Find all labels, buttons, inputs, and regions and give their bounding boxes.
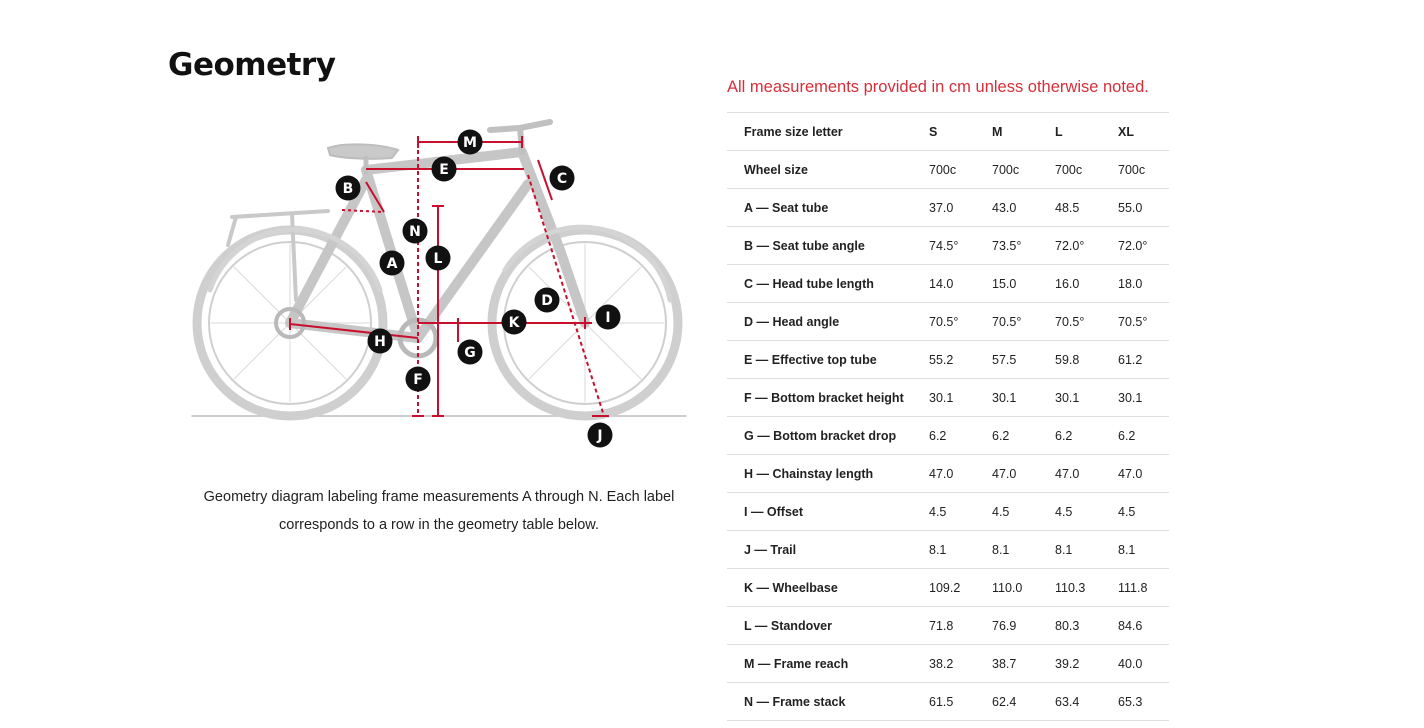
row-value: 30.1 xyxy=(1055,379,1118,417)
row-value: 47.0 xyxy=(929,455,992,493)
row-value: 8.1 xyxy=(1118,531,1169,569)
header-frame-size: Frame size letter xyxy=(727,113,929,151)
row-label: G — Bottom bracket drop xyxy=(727,417,929,455)
badge-f xyxy=(406,367,431,392)
table-header-row xyxy=(727,113,1169,151)
row-value: 6.2 xyxy=(992,417,1055,455)
row-label: L — Standover xyxy=(727,607,929,645)
badge-label: M xyxy=(463,135,477,151)
table-row xyxy=(727,379,1169,417)
row-label: M — Frame reach xyxy=(727,645,929,683)
row-label: C — Head tube length xyxy=(727,265,929,303)
row-value: 4.5 xyxy=(929,493,992,531)
badge-j xyxy=(588,423,613,448)
row-value: 74.5° xyxy=(929,227,992,265)
table-row xyxy=(727,493,1169,531)
table-row xyxy=(727,417,1169,455)
badge-b xyxy=(336,176,361,201)
row-value: 6.2 xyxy=(929,417,992,455)
badge-k xyxy=(502,310,527,335)
header-size-m: M xyxy=(992,113,1055,151)
row-value: 14.0 xyxy=(929,265,992,303)
row-value: 40.0 xyxy=(1118,645,1169,683)
row-value: 700c xyxy=(992,151,1055,189)
badge-label: N xyxy=(409,224,421,240)
row-value: 6.2 xyxy=(1055,417,1118,455)
table-row xyxy=(727,265,1169,303)
badge-g xyxy=(458,340,483,365)
table-row xyxy=(727,683,1169,721)
row-value: 70.5° xyxy=(929,303,992,341)
row-value: 700c xyxy=(1118,151,1169,189)
row-value: 30.1 xyxy=(992,379,1055,417)
row-value: 47.0 xyxy=(1118,455,1169,493)
row-value: 30.1 xyxy=(929,379,992,417)
table-row xyxy=(727,531,1169,569)
row-value: 70.5° xyxy=(1118,303,1169,341)
badge-a xyxy=(380,251,405,276)
row-value: 70.5° xyxy=(1055,303,1118,341)
row-value: 84.6 xyxy=(1118,607,1169,645)
badge-label: I xyxy=(605,310,611,326)
row-value: 62.4 xyxy=(992,683,1055,721)
badge-label: B xyxy=(342,181,354,197)
row-value: 700c xyxy=(1055,151,1118,189)
badge-l xyxy=(426,246,451,271)
table-row xyxy=(727,189,1169,227)
header-size-s: S xyxy=(929,113,992,151)
row-label: E — Effective top tube xyxy=(727,341,929,379)
badge-d xyxy=(535,288,560,313)
row-value: 4.5 xyxy=(1118,493,1169,531)
table-row xyxy=(727,607,1169,645)
row-label: B — Seat tube angle xyxy=(727,227,929,265)
badge-label: L xyxy=(433,251,443,267)
geometry-table xyxy=(727,112,1169,721)
badge-label: E xyxy=(439,162,449,178)
table-row xyxy=(727,569,1169,607)
row-value: 72.0° xyxy=(1055,227,1118,265)
row-value: 55.0 xyxy=(1118,189,1169,227)
page-title: Geometry xyxy=(168,46,336,83)
table-row xyxy=(727,645,1169,683)
row-value: 59.8 xyxy=(1055,341,1118,379)
row-label: I — Offset xyxy=(727,493,929,531)
row-value: 38.2 xyxy=(929,645,992,683)
row-label: D — Head angle xyxy=(727,303,929,341)
row-value: 30.1 xyxy=(1118,379,1169,417)
row-value: 110.3 xyxy=(1055,569,1118,607)
row-value: 61.2 xyxy=(1118,341,1169,379)
row-value: 39.2 xyxy=(1055,645,1118,683)
units-note: All measurements provided in cm unless otherwise noted. xyxy=(727,78,1149,96)
table-row xyxy=(727,341,1169,379)
badge-e xyxy=(432,157,457,182)
row-value: 4.5 xyxy=(1055,493,1118,531)
row-value: 8.1 xyxy=(992,531,1055,569)
badge-c xyxy=(550,166,575,191)
row-value: 6.2 xyxy=(1118,417,1169,455)
row-value: 70.5° xyxy=(992,303,1055,341)
badge-label: G xyxy=(464,345,476,361)
row-label: J — Trail xyxy=(727,531,929,569)
geometry-diagram xyxy=(186,108,698,468)
badge-label: F xyxy=(413,372,423,388)
row-value: 700c xyxy=(929,151,992,189)
row-value: 4.5 xyxy=(992,493,1055,531)
badge-m xyxy=(458,130,483,155)
table-row xyxy=(727,151,1169,189)
badge-label: K xyxy=(508,315,520,331)
row-label: K — Wheelbase xyxy=(727,569,929,607)
row-value: 18.0 xyxy=(1118,265,1169,303)
row-label: H — Chainstay length xyxy=(727,455,929,493)
row-value: 8.1 xyxy=(929,531,992,569)
row-value: 76.9 xyxy=(992,607,1055,645)
badge-label: D xyxy=(541,293,553,309)
header-size-xl: XL xyxy=(1118,113,1169,151)
row-label: Wheel size xyxy=(727,151,929,189)
row-value: 16.0 xyxy=(1055,265,1118,303)
row-value: 38.7 xyxy=(992,645,1055,683)
row-value: 71.8 xyxy=(929,607,992,645)
table-row xyxy=(727,303,1169,341)
row-value: 15.0 xyxy=(992,265,1055,303)
row-label: N — Frame stack xyxy=(727,683,929,721)
row-value: 73.5° xyxy=(992,227,1055,265)
row-value: 80.3 xyxy=(1055,607,1118,645)
row-value: 48.5 xyxy=(1055,189,1118,227)
row-value: 110.0 xyxy=(992,569,1055,607)
badge-h xyxy=(368,329,393,354)
row-value: 109.2 xyxy=(929,569,992,607)
row-label: F — Bottom bracket height xyxy=(727,379,929,417)
row-label: A — Seat tube xyxy=(727,189,929,227)
row-value: 47.0 xyxy=(992,455,1055,493)
row-value: 65.3 xyxy=(1118,683,1169,721)
row-value: 61.5 xyxy=(929,683,992,721)
row-value: 57.5 xyxy=(992,341,1055,379)
row-value: 47.0 xyxy=(1055,455,1118,493)
badge-i xyxy=(596,305,621,330)
row-value: 63.4 xyxy=(1055,683,1118,721)
row-value: 55.2 xyxy=(929,341,992,379)
badge-label: A xyxy=(386,256,398,272)
header-size-l: L xyxy=(1055,113,1118,151)
row-value: 8.1 xyxy=(1055,531,1118,569)
badge-n xyxy=(403,219,428,244)
row-value: 111.8 xyxy=(1118,569,1169,607)
badge-label: H xyxy=(374,334,386,350)
table-row xyxy=(727,227,1169,265)
row-value: 37.0 xyxy=(929,189,992,227)
row-value: 43.0 xyxy=(992,189,1055,227)
badge-label: J xyxy=(597,428,603,444)
table-row xyxy=(727,455,1169,493)
badge-label: C xyxy=(556,171,568,187)
diagram-caption: Geometry diagram labeling frame measurements A through N. Each label corresponds to a row in the geometry table below. xyxy=(203,489,675,533)
row-value: 72.0° xyxy=(1118,227,1169,265)
